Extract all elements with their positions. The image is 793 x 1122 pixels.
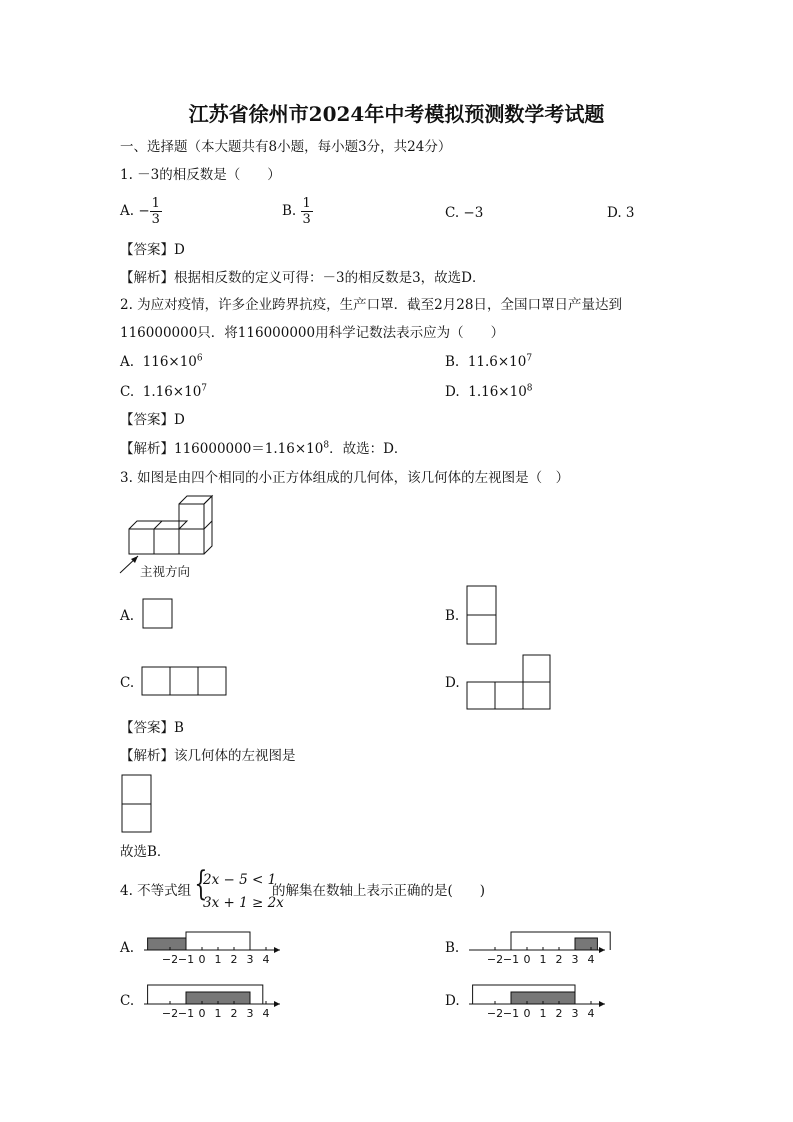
axis-tick-label: −1 (502, 953, 520, 966)
q2-stem-line2: 116000000只．将116000000用科学记数法表示应为（ ） (120, 325, 505, 341)
q2-stem-line1: 2. 为应对疫情，许多企业跨界抗疫，生产口罩．截至2月28日，全国口罩日产量达到 (120, 297, 622, 313)
axis-tick-label: 3 (571, 1007, 579, 1020)
axis-tick-label: 2 (555, 953, 563, 966)
q1-option-d: D. 3 (607, 205, 635, 221)
q2-option-c: C. $1.16\times 10^7$ (120, 383, 208, 400)
q4-inequality-1: 2x − 5 < 1 (203, 872, 277, 888)
q4-stem-post: 的解集在数轴上表示正确的是( ) (272, 883, 486, 899)
axis-tick-label: 4 (587, 953, 595, 966)
q3-stem: 3. 如图是由四个相同的小正方体组成的几何体，该几何体的左视图是（ ） (120, 470, 570, 486)
q3-option-c-label: C. (120, 675, 135, 691)
axis-tick-label: 2 (230, 953, 238, 966)
page-title: 江苏省徐州市2024年中考模拟预测数学考试题 (188, 102, 605, 126)
q2-answer: 【答案】D (120, 412, 185, 428)
q1-option-a: A. − $\frac{1}{3}$ (120, 196, 160, 227)
q3-answer: 【答案】B (120, 720, 184, 736)
fraction: $\frac{1}{3}$ (151, 196, 160, 227)
q3-option-a-view (142, 598, 174, 630)
number-line-c (140, 982, 285, 1020)
axis-arrow-icon (274, 1001, 280, 1007)
axis-tick-label: −1 (177, 953, 195, 966)
axis-tick-label: −1 (502, 1007, 520, 1020)
number-line-d (465, 982, 610, 1020)
axis-tick-label: 0 (198, 953, 206, 966)
fraction: $\frac{1}{3}$ (302, 196, 311, 227)
q4-option-a-label: A. (120, 940, 135, 956)
axis-tick-label: 3 (246, 1007, 254, 1020)
q3-option-d-view (466, 654, 552, 710)
q2-option-d: D. $1.16\times 10^8$ (445, 383, 533, 400)
number-line-b (465, 928, 610, 966)
axis-arrow-icon (274, 947, 280, 953)
q3-option-b-view (466, 585, 498, 645)
q4-option-d-label: D. (445, 993, 460, 1009)
q3-conclusion: 故选B． (120, 844, 171, 860)
q2-option-a: A. $116\times 10^6$ (120, 353, 203, 370)
axis-tick-label: 1 (214, 1007, 222, 1020)
number-line-a (140, 928, 285, 966)
q4-option-c-label: C. (120, 993, 135, 1009)
q3-option-a-label: A. (120, 608, 135, 624)
axis-tick-label: 4 (587, 1007, 595, 1020)
axis-arrow-icon (599, 1001, 605, 1007)
axis-tick-label: 4 (262, 1007, 270, 1020)
axis-tick-label: 1 (539, 1007, 547, 1020)
axis-tick-label: 0 (198, 1007, 206, 1020)
q2-option-b: B. $11.6\times 10^7$ (445, 353, 533, 370)
q3-analysis-view (121, 774, 153, 834)
axis-tick-label: 1 (539, 953, 547, 966)
axis-tick-label: 1 (214, 953, 222, 966)
axis-arrow-icon (599, 947, 605, 953)
axis-tick-label: 3 (571, 953, 579, 966)
axis-tick-label: 2 (555, 1007, 563, 1020)
q4-stem-pre: 4. 不等式组 (120, 883, 192, 899)
q1-option-b: B. $\frac{1}{3}$ (282, 196, 311, 227)
axis-tick-label: −2 (486, 953, 504, 966)
axis-tick-label: −1 (177, 1007, 195, 1020)
q3-option-d-label: D. (445, 675, 460, 691)
q1-option-c: C. −3 (445, 205, 484, 221)
q2-analysis: 【解析】$116000000=1.16\times 10^8$．故选：D． (120, 440, 408, 457)
q3-option-b-label: B. (445, 608, 460, 624)
q1-stem: 1. －3的相反数是（ ） (120, 167, 281, 183)
axis-tick-label: 2 (230, 1007, 238, 1020)
axis-tick-label: 4 (262, 953, 270, 966)
section-heading: 一、选择题（本大题共有8小题，每小题3分，共24分） (120, 139, 452, 155)
figure-label: 主视方向 (140, 564, 191, 579)
q4-system-brace: { (194, 864, 208, 904)
solution-region (148, 938, 186, 950)
axis-tick-label: −2 (161, 1007, 179, 1020)
axis-tick-label: 3 (246, 953, 254, 966)
axis-tick-label: 0 (523, 953, 531, 966)
axis-tick-label: 0 (523, 1007, 531, 1020)
axis-tick-label: −2 (161, 953, 179, 966)
q1-analysis: 【解析】根据相反数的定义可得：－3的相反数是3，故选D． (120, 270, 486, 286)
solution-region (575, 938, 597, 950)
q4-option-b-label: B. (445, 940, 460, 956)
q1-answer: 【答案】D (120, 242, 185, 258)
q3-analysis: 【解析】该几何体的左视图是 (120, 748, 296, 764)
q4-inequality-2: 3x + 1 ≥ 2x (203, 895, 284, 911)
axis-tick-label: −2 (486, 1007, 504, 1020)
q3-option-c-view (141, 666, 227, 697)
